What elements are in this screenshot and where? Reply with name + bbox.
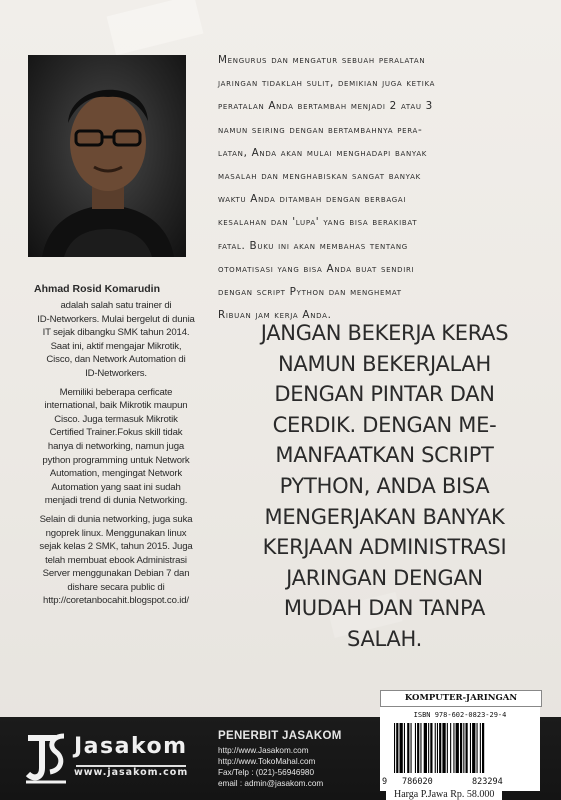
barcode-right-digits: 823294 (472, 777, 503, 787)
publisher-email: email : admin@jasakom.com (218, 779, 324, 788)
bio-line: international, baik Mikrotik maupun (44, 400, 188, 412)
tagline-line: CERDIK. DENGAN ME- (272, 412, 497, 437)
bio-line: IT sejak dibangku SMK tahun 2014. (42, 327, 190, 339)
bio-line: Certified Trainer.Fokus skill tidak (49, 427, 183, 439)
bio-line: ID-Networkers. (85, 367, 147, 379)
description-line: waktu Anda ditambah dengan berbagai (218, 193, 407, 206)
tagline-line: JANGAN BEKERJA KERAS (260, 321, 509, 345)
barcode-lead-digit: 9 (382, 777, 388, 787)
author-name: Ahmad Rosid Komarudin (34, 283, 161, 295)
bio-paragraph (26, 386, 206, 508)
publisher-info (218, 730, 342, 789)
description-line: peratalan Anda bertambah menjadi 2 atau 3 (218, 100, 433, 113)
tagline-line: MUDAH DAN TANPA (283, 596, 486, 621)
bio-line: menjadi trend di dunia Networking. (44, 495, 188, 507)
bio-paragraph (26, 299, 206, 381)
category-label: KOMPUTER-JARINGAN (380, 690, 542, 707)
barcode-left-digits: 786020 (402, 777, 433, 787)
bio-line: Selain di dunia networking, juga suka (39, 513, 193, 525)
blog-url: http://coretanbocahit.blogspot.co.id/ (43, 595, 189, 607)
bio-line: ID-Networkers. Mulai bergelut di dunia (37, 313, 195, 325)
bio-line: ngoprek linux. Menggunakan linux (45, 527, 187, 539)
publisher-website: http://www.Jasakom.com (218, 746, 309, 755)
price-label: Harga P.Jawa Rp. 58.000 (386, 790, 502, 800)
bio-line: hanya di networking, namun juga (47, 440, 185, 452)
bio-line: sejak kelas 2 SMK, tahun 2015. Juga (39, 541, 193, 553)
bio-line: Cisco, dan Network Automation di (46, 354, 186, 366)
book-description (218, 49, 548, 327)
publisher-store: http://www.TokoMahal.com (218, 757, 316, 766)
description-line: masalah dan menghabiskan sangat banyak (218, 170, 421, 183)
jasakom-logo-icon (22, 728, 70, 786)
description-line: Ribuan jam kerja Anda. (218, 309, 332, 322)
bio-line: dishare secara public di (67, 581, 165, 593)
bio-line: adalah salah satu trainer di (60, 300, 172, 311)
description-line: jaringan tidaklah sulit, demikian juga ketika (218, 77, 436, 90)
tagline-line: MENGERJAKAN BANYAK (264, 504, 505, 529)
publisher-phone: Fax/Telp : (021)-56946980 (218, 768, 315, 777)
description-line: fatal. Buku ini akan membahas tentang (218, 239, 408, 252)
isbn-barcode-panel (380, 707, 540, 791)
description-line: Mengurus dan mengatur sebuah peralatan (218, 54, 426, 66)
description-line: namun seiring dengan bertambahnya pera- (218, 123, 423, 136)
tagline (222, 318, 547, 655)
bio-line: Cisco. Juga termasuk Mikrotik (54, 413, 178, 425)
tagline-line: DENGAN PINTAR DAN (274, 382, 495, 407)
author-bio (26, 283, 206, 613)
description-line: otomatisasi yang bisa Anda buat sendiri (218, 262, 415, 275)
bio-line: Memiliki beberapa cerficate (59, 386, 173, 398)
tagline-line: SALAH. (347, 626, 422, 651)
bio-line: python programming untuk Network (42, 454, 190, 466)
description-line: kesalahan dan 'lupa' yang bisa berakibat (218, 216, 418, 229)
bio-line: Server menggunakan Debian 7 dan (42, 568, 190, 580)
tagline-line: KERJAAN ADMINISTRASI (262, 535, 507, 560)
author-photo (28, 55, 186, 257)
logo-url: www.jasakom.com (74, 767, 189, 778)
publisher-name: PENERBIT JASAKOM (218, 730, 342, 742)
isbn-text: ISBN 978-602-0823-29-4 (413, 711, 507, 719)
bio-line: Saat ini, aktif mengajar Mikrotik, (50, 340, 182, 352)
bio-line: telah membuat ebook Administrasi (45, 554, 187, 566)
tagline-line: MANFAATKAN SCRIPT (275, 443, 494, 468)
bio-paragraph (26, 513, 206, 608)
description-line: latan, Anda akan mulai menghadapi banyak (218, 146, 428, 159)
bio-line: Automation, mengingat Network (49, 468, 183, 480)
description-line: dengan script Python dan menghemat (218, 286, 402, 299)
barcode-icon (390, 723, 530, 777)
tagline-line: NAMUN BEKERJALAH (278, 351, 491, 376)
bio-line: Automation yang saat ini sudah (51, 481, 181, 493)
tagline-line: JARINGAN DENGAN (286, 565, 483, 590)
tagline-line: PYTHON, ANDA BISA (279, 473, 490, 498)
logo-wordmark: Jasakom (74, 734, 188, 759)
